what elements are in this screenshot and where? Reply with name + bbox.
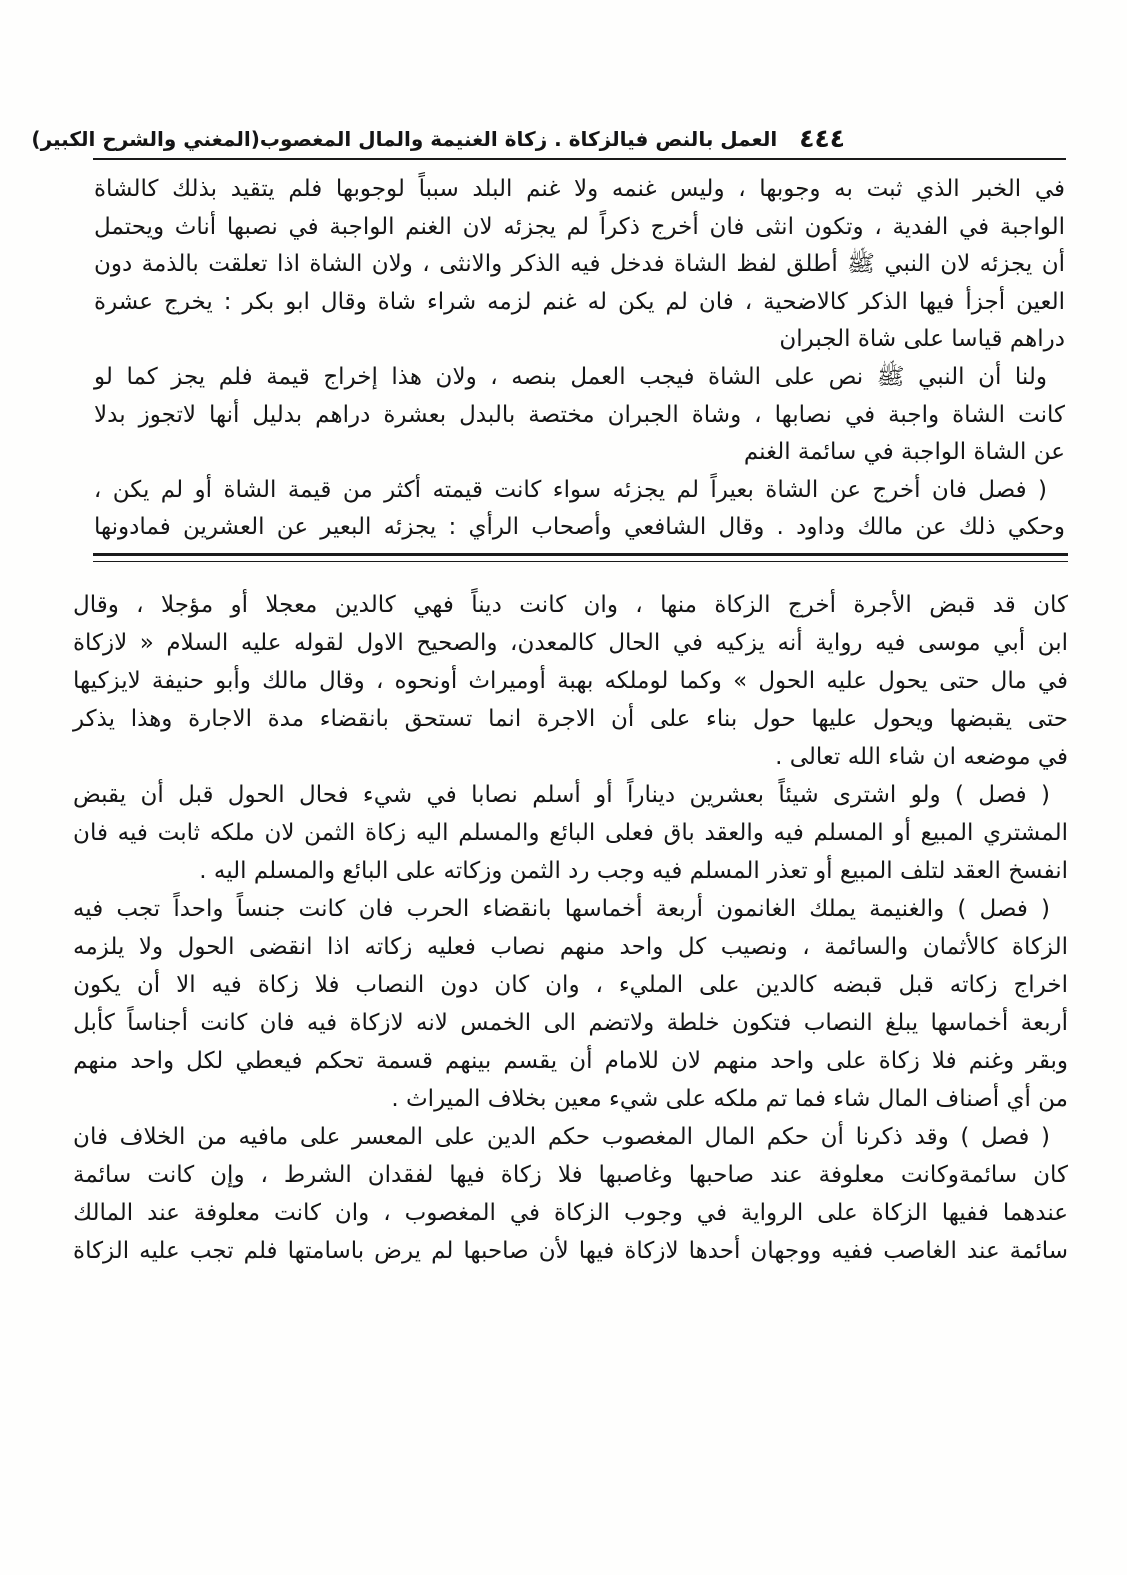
text-line: كان قد قبض الأجرة أخرج الزكاة منها ، وان كانت ديناً فهي كالدين معجلا أو مؤجلا ، وقال bbox=[72, 592, 1068, 618]
text-line: وحكي ذلك عن مالك وداود . وقال الشافعي وأصحاب الرأي : يجزئه البعير عن العشرين فمادونها bbox=[94, 514, 1065, 541]
text-line: اخراج زكاته قبل قبضه كالدين على المليء ، وان كان دون النصاب فلا زكاة فيه الا أن يكون bbox=[73, 972, 1068, 998]
text-line: المشتري المبيع أو المسلم فيه والعقد باق فعلى البائع والمسلم اليه زكاة الثمن لان ملكه ثابت فيه فان bbox=[73, 820, 1068, 846]
text-line: ولنا أن النبي ﷺ نص على الشاة فيجب العمل بنصه ، ولان هذا إخراج قيمة فلم يجز كما لو bbox=[94, 363, 1047, 390]
book-title: (المغني والشرح الكبير) bbox=[31, 127, 260, 151]
text-line: في مال حتى يحول عليه الحول » وكما لوملكه بهبة أوميراث أونحوه ، وقال مالك وأبو حنيفة لايزكيها bbox=[73, 668, 1068, 694]
page-number: ٤٤٤ bbox=[799, 124, 845, 153]
text-line: انفسخ العقد لتلف المبيع أو تعذر المسلم فيه وجب رد الثمن وزكاته على البائع والمسلم اليه . bbox=[199, 858, 1068, 884]
text-line: ( فصل ) والغنيمة يملك الغانمون أربعة أخماسها بانقضاء الحرب فان كانت جنساً واحداً تجب فيه bbox=[72, 896, 1050, 922]
text-line: في الخبر الذي ثبت به وجوبها ، وليس غنمه ولا غنم البلد سبباً لوجوبها فلم يتقيد بذلك كالشاة bbox=[93, 176, 1065, 202]
text-line: أن يجزئه لان النبي ﷺ أطلق لفظ الشاة فدخل فيه الذكر والانثى ، ولان الشاة اذا تعلقت بالذمة دون bbox=[94, 251, 1065, 278]
text-line: ( فصل فان أخرج عن الشاة بعيراً لم يجزئه سواء كانت قيمته أكثر من قيمة الشاة أو لم يكن ، bbox=[93, 476, 1047, 503]
text-line: وبقر وغنم فلا زكاة على واحد منهم لان للامام أن يقسم بينهم قسمة تحكم فيعطي لكل واحد منهم bbox=[73, 1048, 1068, 1074]
text-line: كان سائمةوكانت معلوفة عند صاحبها وغاصبها فلا زكاة فيها لفقدان الشرط ، وإن كانت سائمة bbox=[73, 1162, 1068, 1188]
sharh-text-block bbox=[72, 586, 1068, 1270]
header-rule bbox=[93, 158, 1066, 160]
text-line: في موضعه ان شاء الله تعالى . bbox=[775, 744, 1068, 770]
text-line: الواجبة في الفدية ، وتكون انثى فان أخرج ذكراً لم يجزئه لان الغنم الواجبة في نصبها أناث ويحتمل bbox=[94, 213, 1065, 240]
text-line: دراهم قياسا على شاة الجبران bbox=[779, 326, 1065, 353]
mughni-text-block bbox=[93, 171, 1065, 547]
text-line: عن الشاة الواجبة في سائمة الغنم bbox=[743, 439, 1065, 466]
text-line: كانت الشاة واجبة في نصابها ، وشاة الجبران مختصة بالبدل بعشرة دراهم بدليل أنها لاتجوز بدلا bbox=[94, 401, 1065, 428]
text-line: حتى يقبضها ويحول عليها حول بناء على أن الاجرة انما تستحق بانقضاء مدة الاجارة وهذا يذكر bbox=[72, 706, 1068, 732]
section-divider-thick bbox=[93, 553, 1068, 556]
text-line: ( فصل ) وقد ذكرنا أن حكم المال المغصوب حكم الدين على المعسر على مافيه من الخلاف فان bbox=[73, 1124, 1050, 1150]
text-line: ابن أبي موسى فيه رواية أنه يزكيه في الحال كالمعدن، والصحيح الاول لقوله عليه السلام « لازكاة bbox=[72, 630, 1068, 656]
text-line: العين أجزأ فيها الذكر كالاضحية ، فان لم يكن له غنم لزمه شراء شاة وقال ابو بكر : يخرج عشرة bbox=[94, 288, 1065, 315]
text-line: سائمة عند الغاصب ففيه ووجهان أحدها لازكاة فيها لأن صاحبها لم يرض باسامتها فلم تجب عليه الزكاة bbox=[73, 1238, 1068, 1264]
text-line: أربعة أخماسها يبلغ النصاب فتكون خلطة ولاتضم الى الخمس لانه لازكاة فيه فان كانت أجناساً كأبل bbox=[73, 1010, 1068, 1036]
running-title: العمل بالنص فيالزكاة . زكاة الغنيمة والمال المغصوب bbox=[259, 127, 778, 151]
text-line: عندهما ففيها الزكاة على الرواية في وجوب الزكاة في المغصوب ، وان كانت معلوفة عند المالك bbox=[73, 1200, 1068, 1226]
text-line: الزكاة كالأثمان والسائمة ، ونصيب كل واحد منهم نصاب فعليه زكاته اذا انقضى الحول ولا يلزمه bbox=[73, 934, 1068, 960]
section-divider-thin bbox=[93, 561, 1068, 562]
text-line: من أي أصناف المال شاء فما تم ملكه على شيء معين بخلاف الميراث . bbox=[391, 1086, 1068, 1112]
text-line: ( فصل ) ولو اشترى شيئاً بعشرين ديناراً أو أسلم نصابا في شيء فحال الحول قبل أن يقبض bbox=[72, 782, 1050, 808]
running-header bbox=[31, 121, 845, 157]
